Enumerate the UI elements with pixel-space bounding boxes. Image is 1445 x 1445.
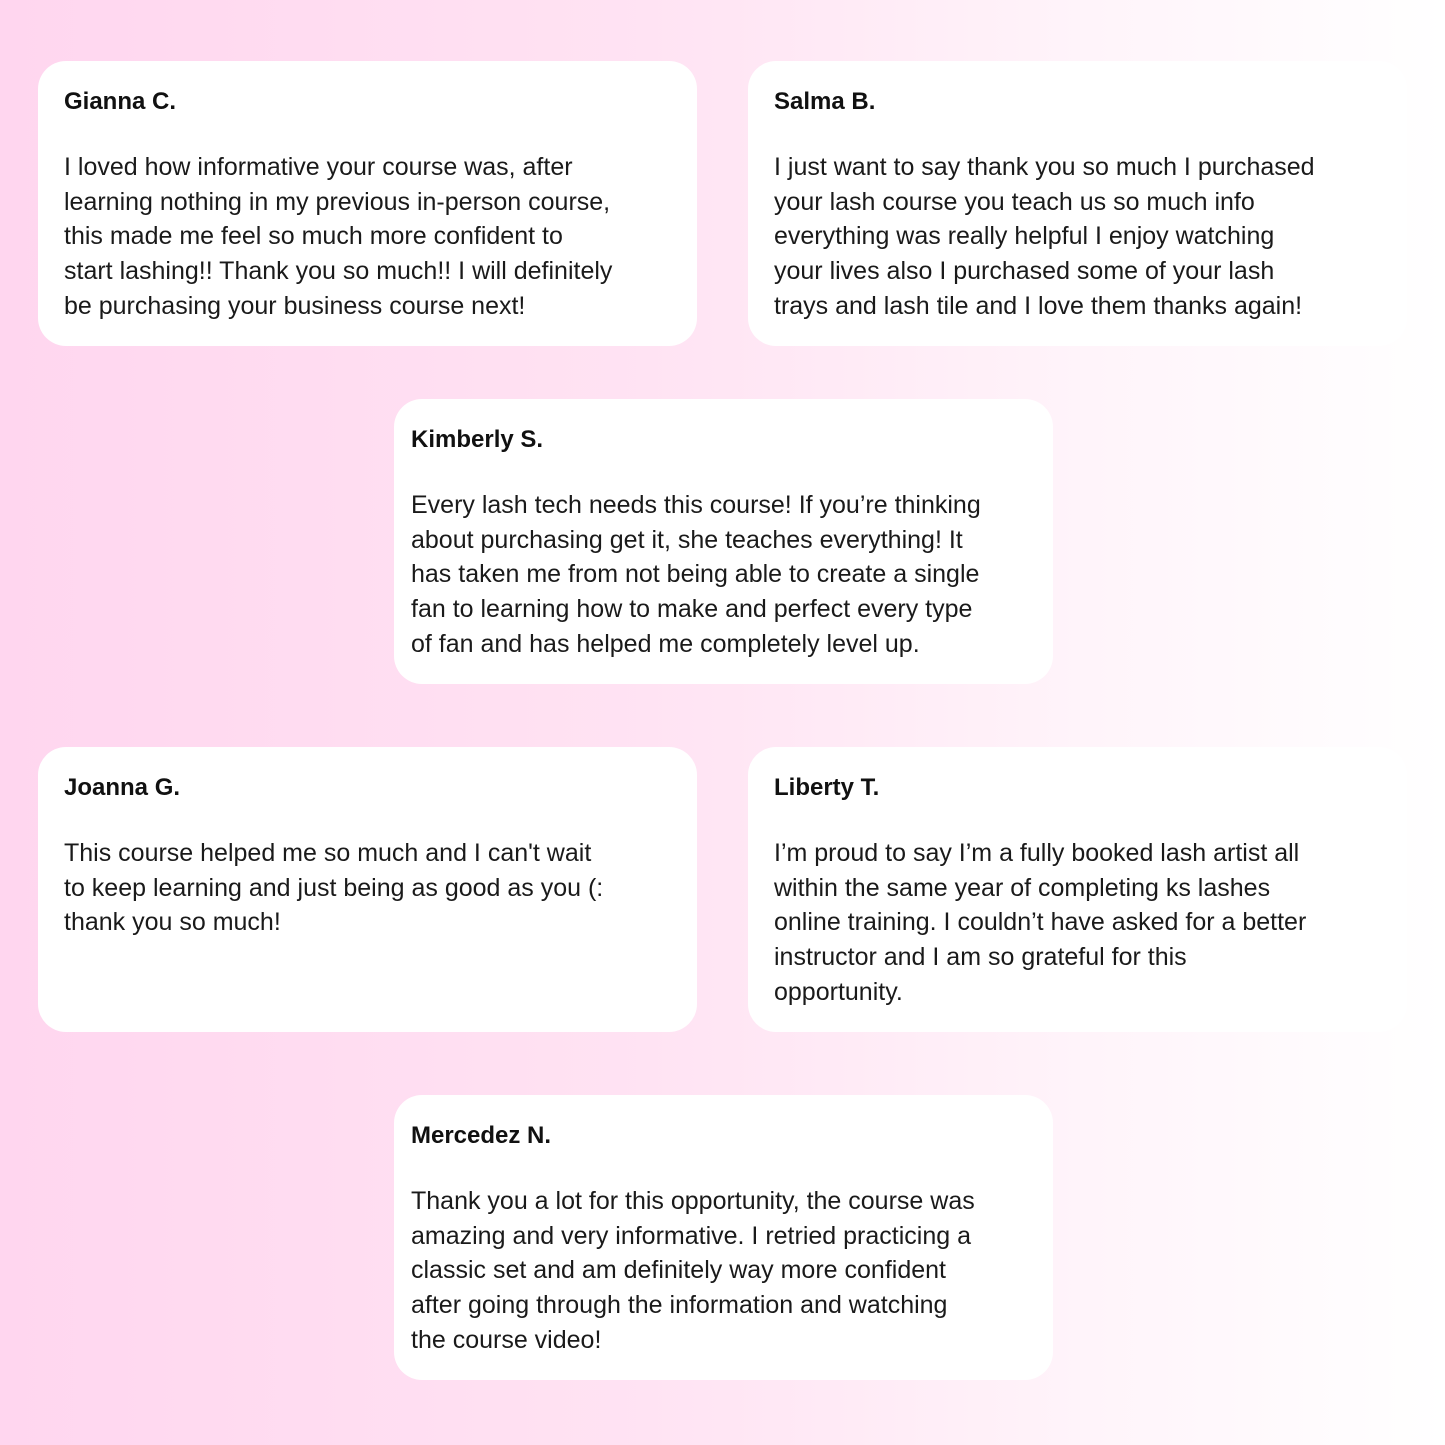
reviewer-name: Mercedez N.: [411, 1122, 552, 1149]
testimonial-card: [748, 61, 1407, 346]
review-line: This course helped me so much and I can't wait: [64, 839, 592, 867]
review-line: fan to learning how to make and perfect every type: [411, 595, 973, 624]
review-text: [64, 836, 671, 940]
review-line: Every lash tech needs this course! If you’re thinking: [411, 491, 981, 519]
reviewer-name: Salma B.: [774, 88, 876, 115]
review-line: to keep learning and just being as good as you (:: [64, 873, 604, 902]
review-line: be purchasing your business course next!: [64, 291, 526, 320]
review-text: [64, 150, 671, 324]
review-line: has taken me from not being able to create a single: [411, 560, 980, 589]
review-line: trays and lash tile and I love them thanks again!: [774, 291, 1303, 320]
review-line: everything was really helpful I enjoy watching: [774, 222, 1275, 251]
review-line: online training. I couldn’t have asked for a better: [774, 908, 1307, 937]
review-text: [411, 1184, 1027, 1358]
review-line: within the same year of completing ks lashes: [774, 873, 1271, 902]
review-line: this made me feel so much more confident to: [64, 222, 563, 251]
review-line: learning nothing in my previous in-person course,: [64, 187, 611, 216]
review-line: of fan and has helped me completely level up.: [411, 629, 920, 658]
review-text: [774, 836, 1381, 1010]
testimonial-card: [748, 747, 1407, 1032]
review-line: classic set and am definitely way more confident: [411, 1256, 946, 1285]
review-line: the course video!: [411, 1325, 602, 1354]
reviewer-name: Kimberly S.: [411, 426, 544, 453]
testimonial-card: [38, 747, 697, 1032]
review-text: [774, 150, 1381, 324]
testimonial-card: [394, 399, 1053, 684]
review-line: opportunity.: [774, 977, 903, 1006]
review-line: Thank you a lot for this opportunity, the course was: [411, 1187, 975, 1215]
review-line: I’m proud to say I’m a fully booked lash artist all: [774, 839, 1300, 867]
reviewer-name: Joanna G.: [64, 774, 181, 801]
testimonial-card: [394, 1095, 1053, 1380]
review-line: instructor and I am so grateful for this: [774, 943, 1187, 972]
testimonial-card: [38, 61, 697, 346]
review-line: your lash course you teach us so much info: [774, 187, 1255, 216]
review-text: [411, 488, 1027, 662]
review-line: I loved how informative your course was, after: [64, 153, 573, 181]
review-line: thank you so much!: [64, 908, 281, 937]
review-line: start lashing!! Thank you so much!! I will definitely: [64, 257, 613, 286]
reviewer-name: Liberty T.: [774, 774, 880, 801]
review-line: your lives also I purchased some of your lash: [774, 257, 1275, 286]
review-line: amazing and very informative. I retried practicing a: [411, 1221, 971, 1250]
reviewer-name: Gianna C.: [64, 88, 177, 115]
review-line: after going through the information and watching: [411, 1291, 948, 1320]
review-line: about purchasing get it, she teaches everything! It: [411, 525, 963, 554]
review-line: I just want to say thank you so much I purchased: [774, 153, 1315, 181]
